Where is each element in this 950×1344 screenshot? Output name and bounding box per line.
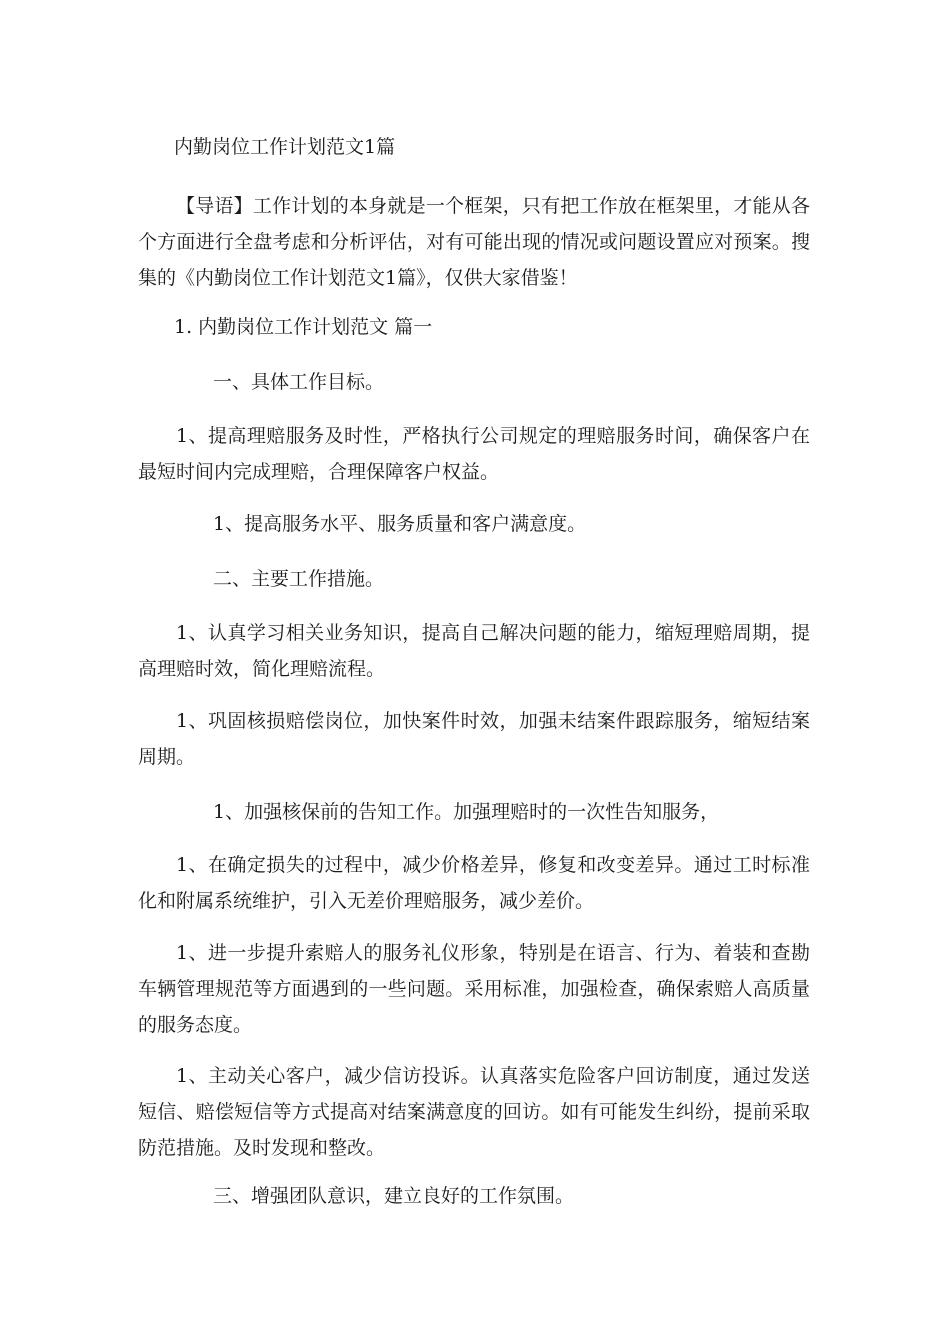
paragraph-underwriting-notice: 1、加强核保前的告知工作。加强理赔时的一次性告知服务， [213,801,720,823]
heading-goals: 一、具体工作目标。 [213,371,385,393]
intro-paragraph: 【导语】工作计划的本身就是一个框架，只有把工作放在框架里，才能从各个方面进行全盘考虑和分析评估，对有可能出现的情况或问题设置应对预案。搜集的《内勤岗位工作计划范文1篇》，仅供大家借鉴！ [138,195,810,289]
paragraph-customer-care: 1、主动关心客户，减少信访投诉。认真落实危险客户回访制度，通过发送短信、赔偿短信等方式提高对结案满意度的回访。如有可能发生纠纷，提前采取防范措施。及时发现和整改。 [138,1065,810,1159]
heading-measures: 二、主要工作措施。 [213,568,385,590]
paragraph-timeliness: 1、提高理赔服务及时性，严格执行公司规定的理赔服务时间，确保客户在最短时间内完成理赔，合理保障客户权益。 [138,425,810,483]
document-title: 内勤岗位工作计划范文1篇 [174,136,396,158]
paragraph-service-etiquette: 1、进一步提升索赔人的服务礼仪形象，特别是在语言、行为、着装和查勘车辆管理规范等方面遇到的一些问题。采用标准，加强检查，确保索赔人高质量的服务态度。 [138,942,810,1036]
heading-teamwork: 三、增强团队意识，建立良好的工作氛围。 [213,1185,575,1207]
section-title: 1. 内勤岗位工作计划范文 篇一 [174,316,433,338]
paragraph-loss-assessment: 1、巩固核损赔偿岗位，加快案件时效，加强未结案件跟踪服务，缩短结案周期。 [138,710,810,768]
paragraph-price-difference: 1、在确定损失的过程中，减少价格差异，修复和改变差异。通过工时标准化和附属系统维护，引入无差价理赔服务，减少差价。 [138,854,810,912]
paragraph-service-level: 1、提高服务水平、服务质量和客户满意度。 [213,513,587,535]
paragraph-learning: 1、认真学习相关业务知识，提高自己解决问题的能力，缩短理赔周期，提高理赔时效，简化理赔流程。 [138,622,810,680]
